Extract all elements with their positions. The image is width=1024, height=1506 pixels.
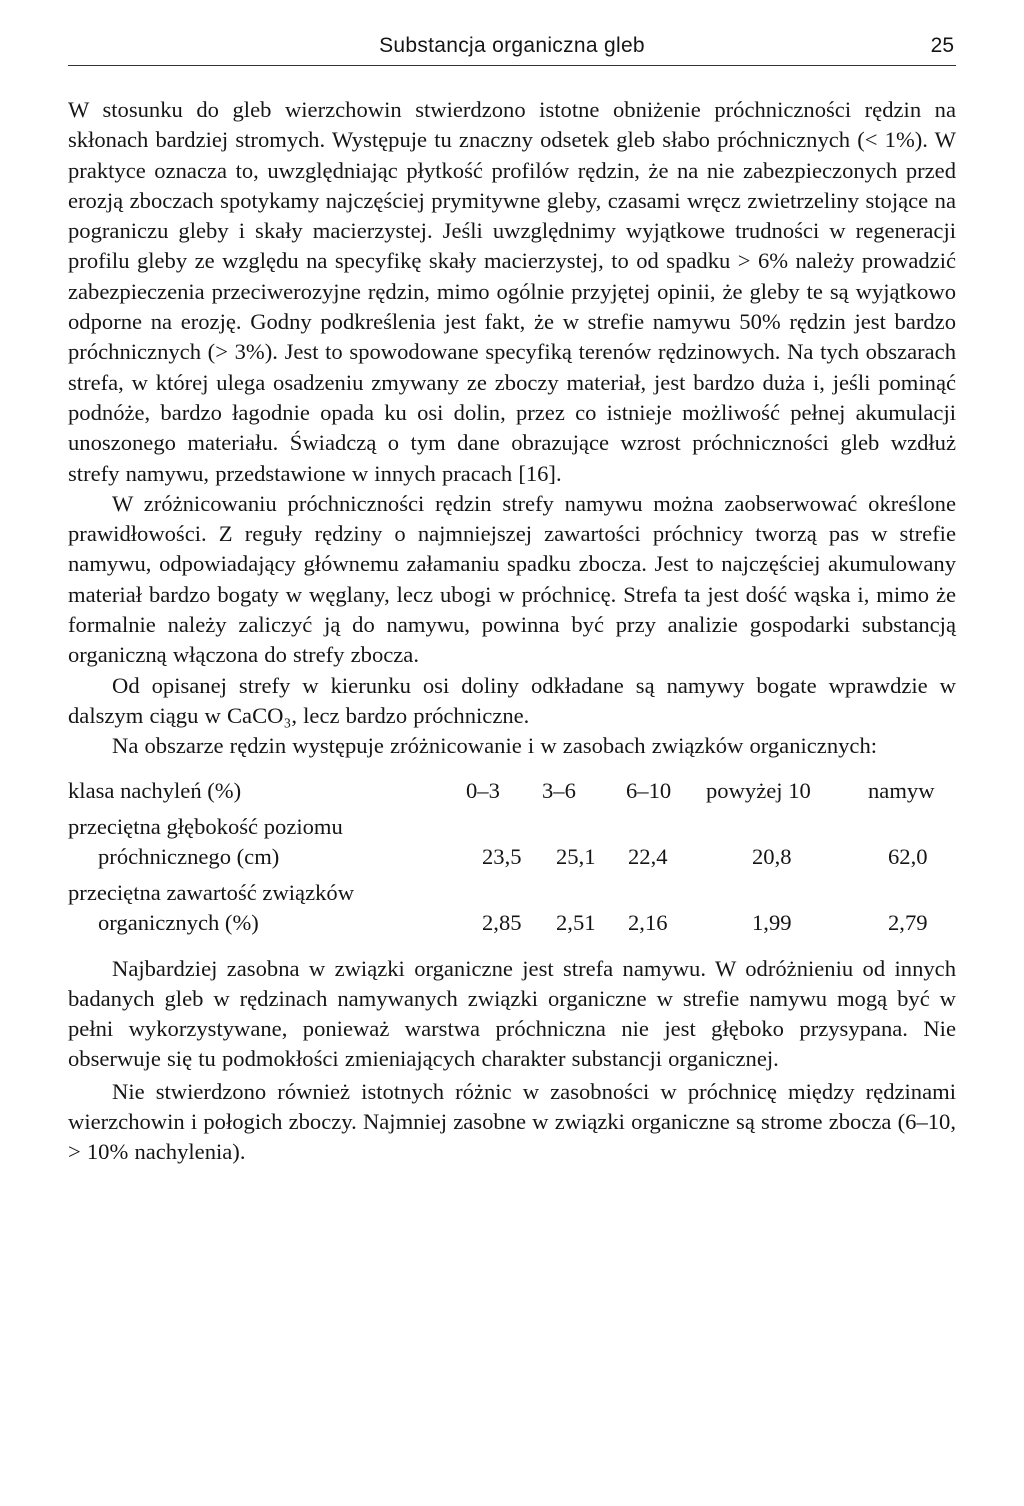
closing-text: [68, 954, 956, 1168]
paragraph-1: W stosunku do gleb wierzchowin stwierdzono istotne obniżenie próchniczności rędzin na skłonach bardziej stromych. Występuje tu znaczny odsetek gleb słabo próchnicznych (< 1%). W praktyce oznacza to, uwzględniając płytkość profilów rędzin, że na nie zabezpieczonych przed erozją zboczach spotykamy najczęściej prymitywne gleby, czasami wręcz zwietrzeliny stojące na pograniczu gleby i skały macierzystej. Jeśli uwzględnimy wyjątkowe trudności w regeneracji profilu gleby ze względu na specyfikę skały macierzystej, to od spadku > 6% należy prowadzić zabezpieczenia przeciwerozyjne rędzin, mimo ogólnie przyjętej opinii, że gleby te są wyjątkowo odporne na erozję. Godny podkreślenia jest fakt, że w strefie namywu 50% rędzin jest bardzo próchnicznych (> 3%). Jest to spowodowane specyfiką terenów rędzinowych. Na tych obszarach strefa, w której ulega osadzeniu zmywany ze zboczy materiał, jest bardzo duża i, jeśli pominąć podnóże, bardzo łagodnie opada ku osi dolin, przez co istnieje możliwość pełnej akumulacji unoszonego materiału. Świadczą o tym dane obrazujące wzrost próchniczności gleb wzdłuż strefy namywu, przedstawione w innych pracach [16].: [68, 97, 956, 486]
depth-value-3-6: 25,1: [556, 843, 596, 869]
paragraph-3: Od opisanej strefy w kierunku osi doliny odkładane są namywy bogate wprawdzie w dalszym ciągu w CaCO₃, lecz bardzo próchniczne.: [68, 672, 956, 728]
content-value-3-6: 2,51: [556, 909, 596, 935]
table-row: [68, 908, 956, 938]
slope-class-6-10: 6–10: [626, 777, 672, 803]
depth-label-line-1: przeciętna głębokość poziomu: [68, 813, 343, 839]
body-text: [68, 95, 956, 1168]
depth-value-0-3: 23,5: [482, 843, 522, 869]
paragraph-4: Na obszarze rędzin występuje zróżnicowanie i w zasobach związków organicznych:: [112, 733, 878, 759]
content-value-namyw: 2,79: [888, 909, 928, 935]
slope-class-namyw: namyw: [868, 777, 935, 803]
table-row: [68, 878, 956, 908]
table-row: [68, 812, 956, 842]
depth-label-line-2: próchnicznego (cm): [98, 843, 280, 869]
paragraph-5: Najbardziej zasobna w związki organiczne jest strefa namywu. W odróżnieniu od innych badanych gleb w rędzinach namywanych związki organiczne w strefie namywu mogą być w pełni wykorzystywane, ponieważ warstwa próchniczna nie jest głęboko przysypana. Nie obserwuje się tu podmokłości zmieniających charakter substancji organicznej.: [68, 955, 956, 1072]
content-value-0-3: 2,85: [482, 909, 522, 935]
table-row: [68, 842, 956, 872]
humus-table: [68, 776, 956, 938]
slope-class-label: klasa nachyleń (%): [68, 777, 242, 803]
depth-value-above-10: 20,8: [752, 843, 792, 869]
content-value-above-10: 1,99: [752, 909, 792, 935]
header-rule: [68, 65, 956, 66]
page-header: [68, 30, 956, 64]
content-value-6-10: 2,16: [628, 909, 668, 935]
depth-value-6-10: 22,4: [628, 843, 668, 869]
slope-class-above-10: powyżej 10: [706, 777, 811, 803]
table-row: [68, 776, 956, 806]
paragraph-2: W zróżnicowaniu próchniczności rędzin strefy namywu można zaobserwować określone prawidłowości. Z reguły rędziny o najmniejszej zawartości próchnicy tworzą pas w strefie namywu, odpowiadający głównemu załamaniu spadku zbocza. Jest to najczęściej akumulowany materiał bardzo bogaty w węglany, lecz ubogi w próchnicę. Strefa ta jest dość wąska i, mimo że formalnie należy zaliczyć ją do namywu, powinna być przy analizie gospodarki substancją organiczną włączona do strefy zbocza.: [68, 490, 956, 668]
depth-value-namyw: 62,0: [888, 843, 928, 869]
page-number: 25: [930, 34, 954, 57]
content-label-line-1: przeciętna zawartość związków: [68, 879, 355, 905]
content-label-line-2: organicznych (%): [98, 909, 259, 935]
slope-class-0-3: 0–3: [466, 777, 500, 803]
slope-class-3-6: 3–6: [542, 777, 576, 803]
running-title: Substancja organiczna gleb: [379, 34, 645, 57]
paragraph-6: Nie stwierdzono również istotnych różnic w zasobności w próchnicę między rędzinami wierzchowin i połogich zboczy. Najmniej zasobne w związki organiczne są strome zbocza (6–10, > 10% nachylenia).: [68, 1078, 956, 1165]
